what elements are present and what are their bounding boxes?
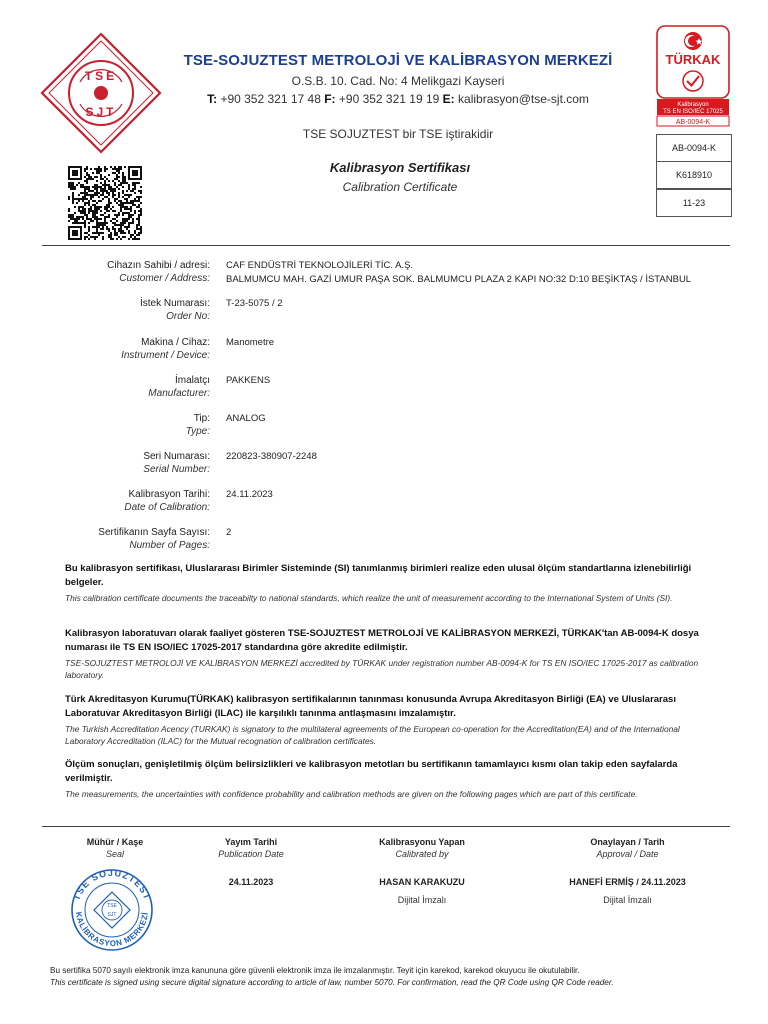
approver-name-date: HANEFİ ERMİŞ / 24.11.2023 <box>569 877 686 887</box>
calibrator-name: HASAN KARAKUZU <box>379 877 465 887</box>
seal-inner-bottom: SJT <box>107 912 117 918</box>
seal-bottom-text: KALİBRASYON MERKEZİ <box>73 911 150 949</box>
field-order-label: İstek Numarası: Order No: <box>139 298 210 322</box>
field-calibration-date-value: 24.11.2023 <box>226 489 273 500</box>
seal-top-text: TSE SOJUZTEST <box>71 867 153 902</box>
footer-en: This certificate is signed using secure digital signature according to article of law, number 5070. For confirmation, read the QR Code using QR Code reader. <box>50 978 614 987</box>
paragraph-traceability: Bu kalibrasyon sertifikası, Uluslararası Birimler Sisteminde (SI) tanımlanmış birimleri realize eden ulusal ölçüm standartlarına izlenebilirliği belgeler. This calibration certificate documents the traceabilty to national standards, which realize the unit of measurement according to the International System of Units (SI). <box>65 563 692 603</box>
field-pages-label: Sertifikanın Sayfa Sayısı: Number of Pages: <box>98 527 210 551</box>
code-box-period: 11-23 <box>656 189 732 217</box>
field-manufacturer-value: PAKKENS <box>226 375 271 386</box>
turkak-line1: Kalibrasyon <box>677 102 709 108</box>
signature-divider <box>42 826 730 827</box>
turkak-badge <box>656 25 730 127</box>
field-serial-label: Seri Numarası: Serial Number: <box>143 451 210 475</box>
certificate-title: Kalibrasyon Sertifikası <box>329 160 471 175</box>
fax-label: F: <box>324 92 336 106</box>
sig-calibrator-col: Kalibrasyonu Yapan Calibrated by HASAN KARAKUZU Dijital İmzalı <box>352 837 492 905</box>
turkak-line2: TS EN ISO/IEC 17025 <box>663 109 723 115</box>
field-manufacturer-label: İmalatçı Manufacturer: <box>148 375 210 399</box>
code-box-accreditation: AB-0094-K <box>656 134 732 162</box>
contact-line <box>178 92 618 106</box>
field-pages-value: 2 <box>226 527 232 538</box>
footer-note <box>50 966 730 987</box>
field-type-label: Tip: Type: <box>185 413 210 437</box>
turkak-code: AB-0094-K <box>675 119 711 126</box>
field-order-value: T-23-5075 / 2 <box>226 298 283 309</box>
org-address: O.S.B. 10. Cad. No: 4 Melikgazi Kayseri <box>291 74 505 88</box>
affiliate-note: TSE SOJUZTEST bir TSE iştirakidir <box>302 127 494 141</box>
logo-text-top: TSE <box>84 69 118 83</box>
org-name: TSE-SOJUZTEST METROLOJİ VE KALİBRASYON MERKEZİ <box>183 52 613 69</box>
code-box-certificate-no: K618910 <box>656 161 732 189</box>
qr-code[interactable] <box>68 166 142 240</box>
email: kalibrasyon@tse-sjt.com <box>458 92 589 106</box>
header-divider <box>42 245 730 246</box>
publication-date: 24.11.2023 <box>228 877 274 887</box>
field-instrument-label: Makina / Cihaz: Instrument / Device: <box>121 337 210 361</box>
field-serial-value: 220823-380907-2248 <box>226 451 317 462</box>
field-instrument-value: Manometre <box>226 337 275 348</box>
paragraph-accreditation: Kalibrasyon laboratuvarı olarak faaliyet gösteren TSE-SOJUZTEST METROLOJİ VE KALİBRASYON MERKEZİ, TÜRKAK'tan AB-0094-K dosya numarası ile TS EN ISO/IEC 17025-2017 standardına göre akredite edilmiştir. TSE-SOJUZTEST METROLOJİ VE KALİBRASYON MERKEZİ accredited by TÜRKAK under registration number AB-0094-K for TS EN ISO/IEC 17025-2017 as calibration laboratory. <box>65 628 699 680</box>
field-calibration-date-label: Kalibrasyon Tarihi: Date of Calibration: <box>124 489 210 513</box>
field-customer-value: CAF ENDÜSTRİ TEKNOLOJİLERİ TİC. A.Ş. BALMUMCU MAH. GAZİ UMUR PAŞA SOK. BALMUMCU PLAZA 2 KAPI NO:32 D:10 BEŞİKTAŞ / İSTANBUL <box>226 260 692 285</box>
fax: +90 352 321 19 19 <box>338 92 440 106</box>
certificate-subtitle: Calibration Certificate <box>342 180 458 194</box>
seal-stamp <box>66 866 158 952</box>
sig-approval-col: Onaylayan / Tarih Approval / Date HANEFİ ERMİŞ / 24.11.2023 Dijital İmzalı <box>540 837 715 905</box>
svg-text:TSE SOJUZTEST <box>72 868 153 902</box>
seal-inner-top: TSE <box>107 903 117 909</box>
approver-digital-signature: Dijital İmzalı <box>603 895 652 905</box>
email-label: E: <box>442 92 455 106</box>
turkak-brand: TÜRKAK <box>665 52 721 67</box>
phone-label: T: <box>207 92 218 106</box>
logo-text-bottom: SJT <box>85 105 117 119</box>
field-customer-label: Cihazın Sahibi / adresi: Customer / Address: <box>107 260 210 284</box>
tse-sjt-logo <box>40 32 162 154</box>
field-type-value: ANALOG <box>226 413 266 424</box>
paragraph-mutual-recognition: Türk Akreditasyon Kurumu(TÜRKAK) kalibrasyon sertifikalarının tanınması konusunda Avrupa Akreditasyon Birliği (EA) ve Uluslararası Laboratuvar Akreditasyon Birliği (ILAC) ile karşılıklı tanınma antlaşmasını imzalamıştır. The Turkish Accreditation Acency (TURKAK) is signatory to the multilateral agreements of the European co-operation for the Accreditation(EA) and of the International Laboratory Accreditation (ILAC) for the Mutual recognation of calibration certificates. <box>65 694 680 746</box>
sig-seal-col: Mühür / Kaşe Seal <box>86 837 144 859</box>
paragraph-results: Ölçüm sonuçları, genişletilmiş ölçüm belirsizlikleri ve kalibrasyon metotları bu sertifikanın tamamlayıcı kısmı olan takip eden sayfalarda verilmiştir. The measurements, the uncertainties with confidence probability and calibration methods are given on the following pages which are part of this certificate. <box>65 759 678 799</box>
phone: +90 352 321 17 48 <box>220 92 321 106</box>
calibrator-digital-signature: Dijital İmzalı <box>397 895 447 905</box>
footer-tr: Bu sertifika 5070 sayılı elektronik imza kanununa göre güvenli elektronik imza ile imzalanmıştır. Teyit için karekod, karekod okuyucu ile okutulabilir. <box>50 966 580 975</box>
sig-publication-col: Yayım Tarihi Publication Date 24.11.2023 <box>190 837 312 887</box>
